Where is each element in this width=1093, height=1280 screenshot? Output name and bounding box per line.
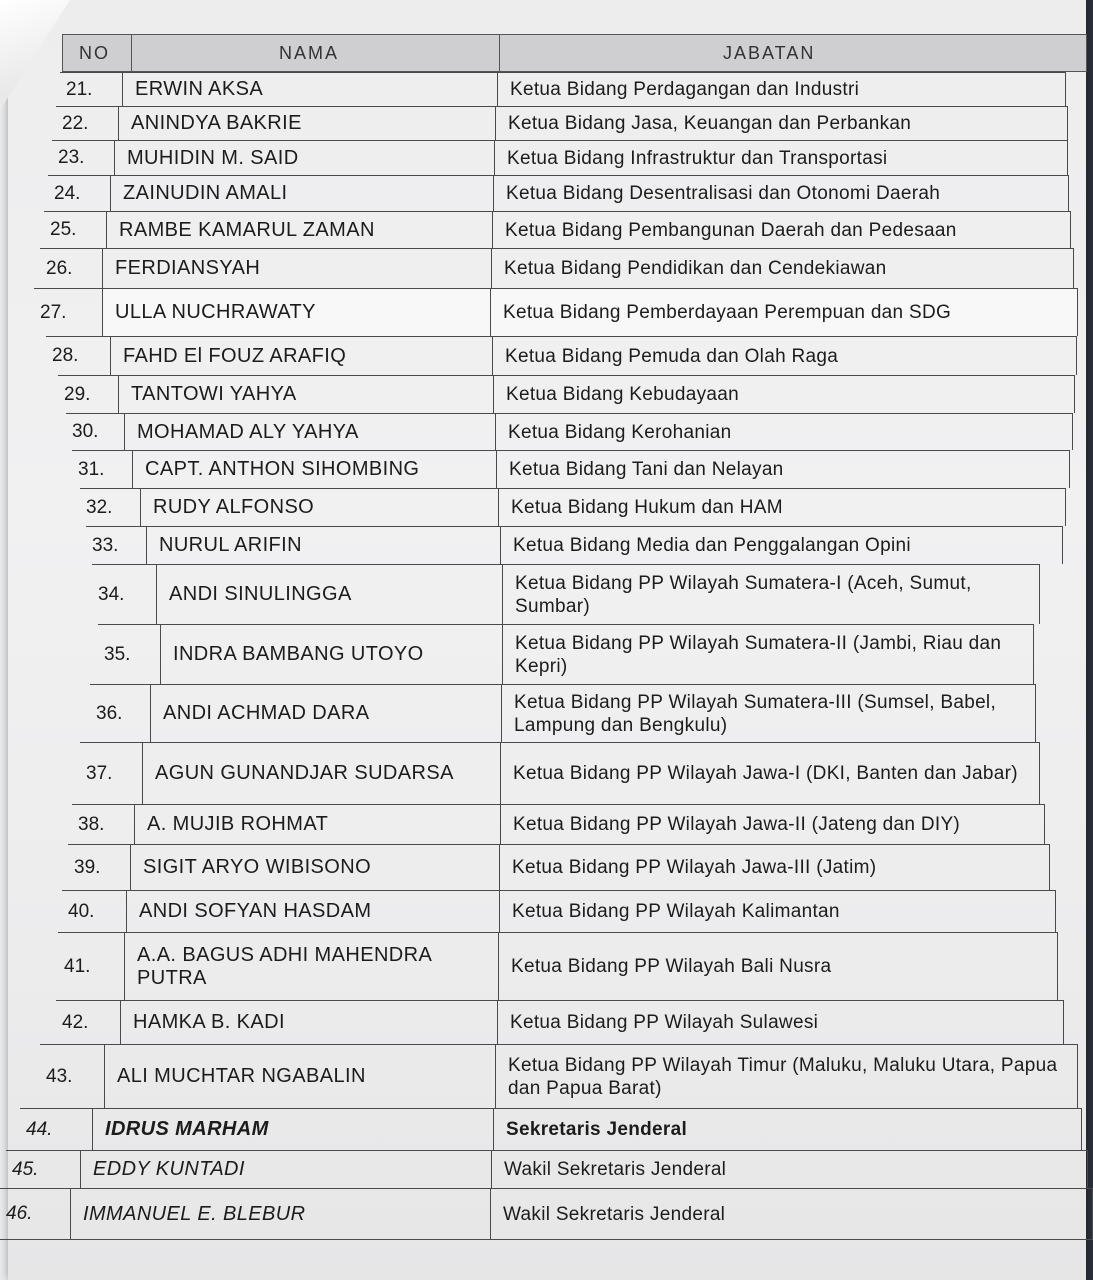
row-number: 39. <box>74 856 101 878</box>
row-number: 22. <box>62 112 89 134</box>
row-position: Ketua Bidang Pemberdayaan Perempuan dan SDG <box>490 289 1078 336</box>
table-row <box>56 1000 1064 1044</box>
row-position: Ketua Bidang PP Wilayah Bali Nusra <box>498 933 1058 1000</box>
table-row <box>72 804 1045 844</box>
row-number: 21. <box>66 78 93 100</box>
row-number: 43. <box>46 1065 73 1087</box>
row-name: ANDI SOFYAN HASDAM <box>126 891 499 932</box>
row-number: 46. <box>6 1203 33 1224</box>
table-row <box>48 175 1069 211</box>
row-number: 36. <box>96 702 123 724</box>
header-nama: NAMA <box>279 43 340 63</box>
row-position: Ketua Bidang Media dan Penggalangan Opini <box>500 527 1063 564</box>
row-name: HAMKA B. KADI <box>120 1001 497 1044</box>
row-position: Ketua Bidang Jasa, Keuangan dan Perbankan <box>495 107 1068 140</box>
row-number: 25. <box>50 219 77 240</box>
row-name: MUHIDIN M. SAID <box>114 141 494 175</box>
row-number: 45. <box>12 1158 39 1180</box>
row-position: Ketua Bidang PP Wilayah Jawa-III (Jatim) <box>499 845 1050 890</box>
row-name: FERDIANSYAH <box>102 249 491 288</box>
row-name: ANDI ACHMAD DARA <box>150 685 501 742</box>
row-name: ANINDYA BAKRIE <box>118 107 495 140</box>
row-number: 42. <box>62 1011 89 1033</box>
row-name: INDRA BAMBANG UTOYO <box>160 625 502 684</box>
row-name: ULLA NUCHRAWATY <box>102 289 490 336</box>
row-name: RUDY ALFONSO <box>140 489 498 526</box>
table-row <box>6 1150 1088 1188</box>
table-row <box>92 564 1040 624</box>
row-number: 34. <box>98 583 125 605</box>
row-name: MOHAMAD ALY YAHYA <box>124 414 495 450</box>
row-position: Ketua Bidang Pemuda dan Olah Raga <box>492 337 1077 375</box>
row-name: TANTOWI YAHYA <box>118 376 493 413</box>
table-row <box>66 413 1073 450</box>
row-position: Ketua Bidang Infrastruktur dan Transportasi <box>494 141 1068 175</box>
table-row <box>80 488 1066 526</box>
row-position: Wakil Sekretaris Jenderal <box>491 1151 1088 1188</box>
table-row <box>46 336 1077 375</box>
row-position: Ketua Bidang PP Wilayah Sumatera-II (Jambi, Riau dan Kepri) <box>502 625 1034 684</box>
row-name: FAHD El FOUZ ARAFIQ <box>110 337 492 375</box>
table-row <box>86 526 1063 564</box>
row-position: Ketua Bidang Pembangunan Daerah dan Pedesaan <box>492 212 1071 248</box>
row-name: RAMBE KAMARUL ZAMAN <box>106 212 492 248</box>
row-position: Ketua Bidang PP Wilayah Sulawesi <box>497 1001 1064 1044</box>
table-row <box>58 375 1075 413</box>
row-number: 24. <box>54 182 81 204</box>
row-position: Wakil Sekretaris Jenderal <box>490 1189 1093 1239</box>
table-row <box>90 684 1036 742</box>
row-position: Ketua Bidang PP Wilayah Jawa-II (Jateng dan DIY) <box>500 805 1045 844</box>
table-row <box>60 72 1066 106</box>
table-row <box>52 140 1068 175</box>
row-number: 41. <box>64 955 91 977</box>
row-name: SIGIT ARYO WIBISONO <box>130 845 499 890</box>
row-name: NURUL ARIFIN <box>146 527 500 564</box>
row-number: 35. <box>104 643 131 665</box>
row-number: 30. <box>72 421 99 442</box>
table-row <box>0 1188 1093 1240</box>
table-row <box>56 106 1068 140</box>
row-position: Ketua Bidang PP Wilayah Sumatera-III (Sumsel, Babel, Lampung dan Bengkulu) <box>501 685 1036 742</box>
table-row <box>20 1108 1082 1150</box>
row-position: Ketua Bidang Pendidikan dan Cendekiawan <box>491 249 1074 288</box>
row-number: 31. <box>78 458 105 480</box>
row-number: 32. <box>86 496 113 518</box>
row-name: IDRUS MARHAM <box>92 1109 493 1150</box>
row-position: Ketua Bidang PP Wilayah Sumatera-I (Aceh, Sumut, Sumbar) <box>502 565 1040 624</box>
row-number: 40. <box>68 900 95 922</box>
table-row <box>40 1044 1078 1108</box>
row-position: Ketua Bidang Tani dan Nelayan <box>496 451 1070 488</box>
table-row <box>40 248 1074 288</box>
row-number: 26. <box>46 257 73 279</box>
table-row <box>68 844 1050 890</box>
row-position: Ketua Bidang PP Wilayah Kalimantan <box>499 891 1056 932</box>
table-header <box>62 34 1087 72</box>
table-row <box>72 450 1070 488</box>
row-name: EDDY KUNTADI <box>80 1151 491 1188</box>
row-position: Ketua Bidang Perdagangan dan Industri <box>497 73 1066 106</box>
header-no: NO <box>79 43 110 63</box>
header-jabatan: JABATAN <box>723 43 816 63</box>
row-number: 33. <box>92 534 119 556</box>
row-name: ALI MUCHTAR NGABALIN <box>104 1045 495 1108</box>
row-position: Ketua Bidang Desentralisasi dan Otonomi Daerah <box>493 176 1069 211</box>
row-name: A. MUJIB ROHMAT <box>134 805 500 844</box>
table-row <box>34 288 1078 336</box>
row-number: 44. <box>26 1118 53 1140</box>
row-position: Ketua Bidang Kerohanian <box>495 414 1073 450</box>
table-row <box>80 742 1040 804</box>
row-name: AGUN GUNANDJAR SUDARSA <box>142 743 500 804</box>
row-number: 29. <box>64 383 91 405</box>
row-name: ANDI SINULINGGA <box>156 565 502 624</box>
row-number: 38. <box>78 813 105 835</box>
row-name: IMMANUEL E. BLEBUR <box>70 1189 490 1239</box>
row-number: 27. <box>40 301 67 323</box>
row-position: Ketua Bidang Kebudayaan <box>493 376 1075 413</box>
row-position: Ketua Bidang PP Wilayah Timur (Maluku, Maluku Utara, Papua dan Papua Barat) <box>495 1045 1078 1108</box>
row-name: ERWIN AKSA <box>122 73 497 106</box>
row-name: A.A. BAGUS ADHI MAHENDRA PUTRA <box>124 933 498 1000</box>
row-position: Ketua Bidang Hukum dan HAM <box>498 489 1066 526</box>
table-row <box>58 932 1058 1000</box>
row-position: Sekretaris Jenderal <box>493 1109 1082 1150</box>
table-row <box>62 890 1056 932</box>
row-number: 23. <box>58 147 85 168</box>
row-number: 37. <box>86 762 113 784</box>
row-position: Ketua Bidang PP Wilayah Jawa-I (DKI, Banten dan Jabar) <box>500 743 1040 804</box>
row-name: ZAINUDIN AMALI <box>110 176 493 211</box>
table-row <box>98 624 1034 684</box>
row-name: CAPT. ANTHON SIHOMBING <box>132 451 496 488</box>
row-number: 28. <box>52 345 79 366</box>
table-row <box>44 211 1071 248</box>
